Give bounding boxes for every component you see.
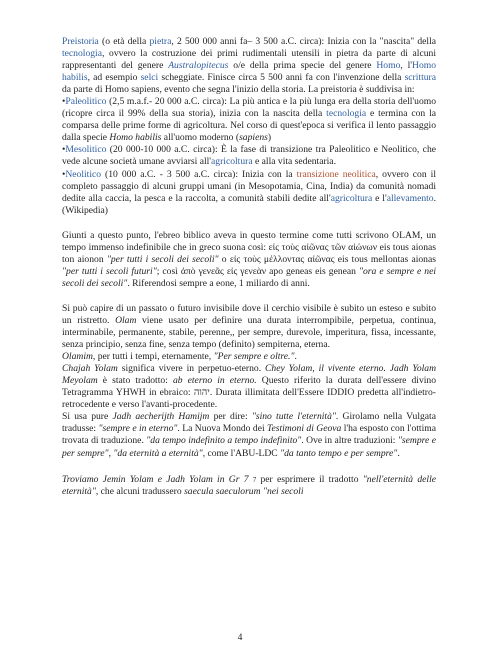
text-italic: Jadh aecherijth Hamijm — [112, 411, 210, 423]
paragraph-olam — [62, 230, 436, 290]
spacer — [62, 290, 436, 303]
link-mesolitico[interactable]: Mesolitico — [65, 144, 107, 156]
bullet: • — [62, 96, 66, 108]
text-italic: Homo habilis — [109, 132, 162, 144]
text: o/e della prima specie del genere — [228, 60, 377, 72]
text-italic: "da tempo indefinito a tempo indefinito" — [146, 435, 302, 447]
text: scheggiate. Finisce circa 5 500 anni fa con l'invenzione della — [158, 72, 405, 84]
text-italic: Chajah Yolam — [62, 363, 118, 375]
text: . La Nuova Mondo dei — [177, 423, 268, 435]
text-italic: "sino tutte l'eternità" — [251, 411, 336, 423]
text: viene usato per definire una durata interrompibile, perpetua, continua, interminabile, permanente, stabile, perenne,, per sempre, durevole, imperitura, fissa, incessante, senza principio, senza fine, senza tempo (definito) sempiterna, eterna. — [62, 314, 436, 351]
spacer — [62, 217, 436, 230]
text: Si può capire di un passato o futuro invisibile dove il cerchio visibile è subito un esteso e subito un ristretto. — [62, 302, 436, 326]
paragraph-mesolitico — [62, 144, 436, 168]
text: . Ove in altre traduzioni: — [301, 435, 398, 447]
link-agricoltura[interactable]: agricoltura — [211, 156, 253, 168]
text-italic: saecula saeculorum — [184, 485, 261, 497]
text: . — [397, 447, 400, 459]
text: e alla vita sedentaria. — [252, 156, 336, 168]
text: . — [294, 351, 297, 363]
text: , ad esempio — [87, 72, 141, 84]
text-italic: "per tutti i secoli futuri" — [62, 265, 157, 277]
text: Giunti a questo punto, l'ebreo biblico aveva in questo termine come tutti scrivono OLAM, un tempo immenso indefinibile che in greco suona così: εἰς τοὺς αἰῶνας τῶν αἰώνων eis tous aionas ton aionon — [62, 229, 436, 265]
text: è stato tradotto: — [97, 375, 173, 387]
paragraph-capire — [62, 303, 436, 351]
link-neolitico[interactable]: Neolitico — [65, 168, 102, 180]
link-agricoltura-2[interactable]: agricoltura — [330, 192, 373, 204]
text: , l' — [400, 60, 413, 72]
text-italic: "da tanto tempo e per sempre" — [280, 447, 398, 459]
bullet: • — [62, 168, 66, 180]
text: ; così ἀπὸ γενεᾶς εἰς γενεὰν apo geneas eis genean — [156, 265, 359, 277]
text: per dire: — [209, 411, 252, 423]
text-italic: "sempre e per sempre" — [62, 435, 436, 459]
text: l'ha esposto con l'ottima trovata di traduzione. — [62, 423, 436, 447]
spacer — [62, 460, 436, 474]
text: , per tutti i tempi, eternamente, — [92, 351, 214, 363]
text: (o età della — [98, 36, 150, 47]
text-italic: "per tutti i secoli dei secoli" — [106, 253, 219, 265]
paragraph-paleolitico — [62, 96, 436, 144]
text-italic: ab eterno in eterno. — [172, 375, 257, 387]
text: (10 000 a.C. - 3 500 a.C. circa): Inizia con la — [101, 168, 297, 180]
text-italic: "da eternità a eternità" — [113, 447, 203, 459]
text-italic: Jadh Yolam Meyolam — [62, 363, 437, 387]
text: ) — [267, 132, 272, 144]
text: (20 000-10 000 a.C. circa): È la fase di transizione tra Paleolitico e Neolitico, che vede alcune società umane avviarsi all' — [62, 144, 436, 168]
text: e l' — [372, 192, 387, 204]
text: significa vivere in perpetuo-eterno. — [117, 363, 266, 375]
text: . Riferendosi sempre a eone, 1 miliardo di anni. — [127, 277, 310, 289]
paragraph-chajah — [62, 363, 436, 411]
text: , che alcuni tradussero — [95, 485, 185, 497]
link-tecnologia-2[interactable]: tecnologia — [326, 108, 367, 120]
text-italic: Olam — [115, 314, 137, 326]
link-allevamento[interactable]: allevamento — [386, 192, 434, 204]
link-paleolitico[interactable]: Paleolitico — [65, 96, 107, 108]
link-selci[interactable]: selci — [140, 72, 159, 84]
paragraph-troviamo — [62, 474, 436, 498]
text-italic: Testimoni di Geova — [267, 423, 342, 435]
text: Questo riferito la durata dell'essere divino Tetragramma YHWH in ebraico: יהוה. Durata illimitata dell'Essere IDDIO predetta all'indietro-retrocedente e verso l'avanti-procedente. — [62, 375, 437, 411]
link-preistoria[interactable]: Preistoria — [62, 36, 99, 47]
text-italic: Olamim — [62, 351, 93, 363]
text: , — [108, 447, 114, 459]
text-italic: Chey Yolam, il vivente eterno. — [265, 363, 386, 375]
text: (2,5 m.a.f.- 20 000 a.C. circa): La più antica e la più lunga era della storia dell'uomo (ricopre circa il 99% della sua storia), inizia con la nascita della — [62, 96, 436, 120]
page-number: 4 — [237, 632, 243, 643]
link-tecnologia[interactable]: tecnologia — [62, 48, 102, 60]
text-italic: "Per sempre e oltre." — [213, 351, 295, 363]
text-italic: "nell'eternità delle eternità" — [62, 473, 436, 497]
link-scrittura[interactable]: scrittura — [404, 72, 436, 84]
text: , ovvero la costruzione dei primi rudimentali utensili in pietra da parte di alcuni rappresentanti del genere — [62, 48, 436, 72]
paragraph-jadh — [62, 411, 436, 459]
text-italic: "nei secoli — [262, 485, 304, 497]
text-small: 7 — [252, 475, 257, 484]
link-transizione-neolitica[interactable]: transizione neolitica — [296, 168, 376, 180]
text-italic: Troviamo Jemin Yolam e Jadh Yolam in Gr 7 — [62, 473, 253, 485]
text: o εἰς τοὺς μέλλοντας αἰῶνας eis tous mellontas aionas — [218, 253, 436, 265]
text: da parte di Homo sapiens, evento che segna l'inizio della storia. La preistoria è suddivisa in: — [62, 84, 415, 96]
text-italic: "sempre e in eterno" — [98, 423, 178, 435]
paragraph-olamim — [62, 351, 436, 363]
text: all'uomo moderno ( — [161, 132, 240, 144]
text: Si usa pure — [62, 411, 113, 423]
paragraph-neolitico — [62, 169, 436, 217]
link-australopitecus[interactable]: Australopitecus — [168, 60, 229, 72]
text: per esprimere il tradotto — [256, 473, 363, 485]
text: , come l'ABU-LDC — [202, 447, 281, 459]
text: , 2 500 000 anni fa– 3 500 a.C. circa): Inizia con la "nascita" della — [171, 36, 436, 47]
text: e termina con la comparsa delle prime forme di agricoltura. Nel corso di quest'epoca si verifica il lento passaggio dalla specie — [62, 108, 436, 144]
text: , ovvero con il completo passaggio di alcuni gruppi umani (in Mesopotamia, Cina, India) da comunità nomadi dedite alla caccia, la pesca e la raccolta, a comunità stabili dedite all' — [62, 168, 436, 204]
bullet: • — [62, 144, 66, 156]
link-homo[interactable]: Homo — [376, 60, 401, 72]
link-pietra[interactable]: pietra — [149, 36, 172, 47]
text: . Girolamo nella Vulgata tradusse: — [62, 411, 436, 435]
paragraph-preistoria — [62, 36, 436, 96]
text-italic: "ora e sempre e nei secoli dei secoli" — [62, 265, 436, 289]
link-homo-habilis[interactable]: Homo habilis — [62, 60, 436, 84]
text: . (Wikipedia) — [62, 192, 437, 216]
text-italic: sapiens — [239, 132, 268, 144]
